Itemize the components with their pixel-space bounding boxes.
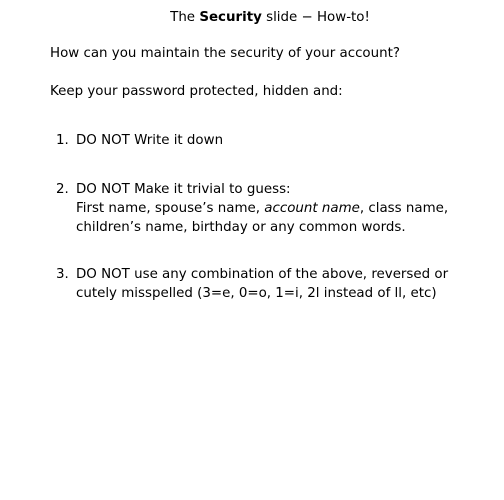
list-item-text: use any combination of the above, reversed or bbox=[129, 267, 449, 282]
list-item-line bbox=[76, 199, 448, 218]
list-item-line bbox=[76, 180, 448, 199]
list-item-emphasis: account name bbox=[264, 201, 360, 216]
list-item-body bbox=[76, 265, 448, 303]
list-item-line bbox=[76, 131, 223, 150]
list-item-body bbox=[76, 131, 223, 150]
list-item-lead: DO NOT bbox=[76, 267, 130, 282]
list-item-text: First name, spouse’s name, bbox=[76, 201, 265, 216]
list-item-line: cutely misspelled (3=e, 0=o, 1=i, 2l instead of ll, etc) bbox=[76, 286, 437, 301]
title-prefix: The bbox=[170, 10, 200, 25]
list-item-number: 1. bbox=[56, 133, 69, 148]
question-text: How can you maintain the security of your account? bbox=[50, 46, 400, 61]
title-suffix: slide − How-to! bbox=[261, 10, 370, 25]
list-item-number: 3. bbox=[56, 267, 69, 282]
list-item-line: children’s name, birthday or any common words. bbox=[76, 220, 406, 235]
list-item-lead: DO NOT bbox=[76, 133, 130, 148]
slide-title bbox=[0, 8, 504, 27]
list-item-text: Write it down bbox=[129, 133, 224, 148]
list-item-line bbox=[76, 265, 448, 284]
title-bold-word: Security bbox=[199, 10, 262, 25]
list-item-text: , class name, bbox=[359, 201, 449, 216]
list-item-body bbox=[76, 180, 448, 237]
list-item-number: 2. bbox=[56, 182, 69, 197]
list-item-text: Make it trivial to guess: bbox=[129, 182, 291, 197]
list-item-lead: DO NOT bbox=[76, 182, 130, 197]
intro-text: Keep your password protected, hidden and: bbox=[50, 84, 343, 99]
